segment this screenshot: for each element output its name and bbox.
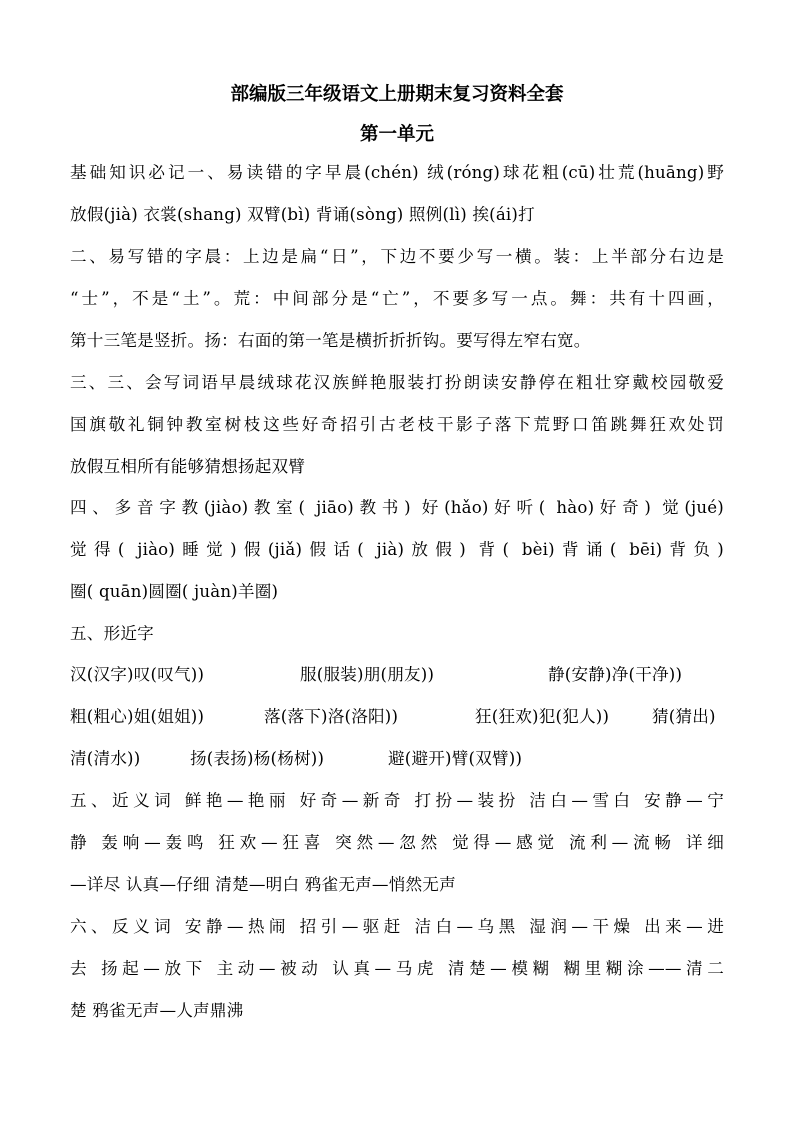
vocab-line-1: 三、三、会写词语早晨绒球花汉族鲜艳服装打扮朗读安静停在粗壮穿戴校园敬爱 bbox=[70, 373, 724, 392]
similar-chars-pair: 避(避开)臂(双臂)) bbox=[388, 749, 523, 768]
miswritten-chars-line-2: “士”，不是“土”。荒：中间部分是“亡”，不要多写一点。舞：共有十四画， bbox=[70, 289, 724, 308]
antonyms-line-2: 去 扬起—放下 主动—被动 认真—马虎 清楚—模糊 糊里糊涂——清二 bbox=[70, 959, 724, 978]
similar-chars-pair: 狂(狂欢)犯(犯人)) bbox=[475, 707, 610, 726]
antonyms-line-3: 楚 鸦雀无声—人声鼎沸 bbox=[70, 1001, 244, 1020]
unit-title: 第一单元 bbox=[359, 124, 434, 145]
similar-chars-pair: 扬(表扬)杨(杨树)) bbox=[190, 749, 325, 768]
polyphonic-line-2: 觉得( jiào)睡觉)假(jiǎ)假话( jià)放假) 背( bèi)背诵( bēi)背负) bbox=[70, 540, 724, 559]
document-title: 部编版三年级语文上册期末复习资料全套 bbox=[230, 84, 564, 105]
misread-chars-line-2: 放假(jià) 衣裳(shang) 双臂(bì) 背诵(sòng) 照例(lì) 挨(ái)打 bbox=[70, 205, 535, 224]
vocab-line-2: 国旗敬礼铜钟教室树枝这些好奇招引古老枝干影子落下荒野口笛跳舞狂欢处罚 bbox=[70, 415, 724, 434]
similar-chars-row-2 bbox=[70, 706, 724, 728]
vocab-line-3: 放假互相所有能够猜想扬起双臂 bbox=[70, 457, 306, 476]
synonyms-line-3: —详尽 认真—仔细 清楚—明白 鸦雀无声—悄然无声 bbox=[70, 875, 456, 894]
synonyms-line-1: 五、近义词 鲜艳—艳丽 好奇—新奇 打扮—装扮 洁白—雪白 安静—宁 bbox=[70, 791, 725, 810]
similar-chars-pair: 粗(粗心)姐(姐姐)) bbox=[70, 707, 205, 726]
polyphonic-line-3: 圈( quān)圆圈( juàn)羊圈) bbox=[70, 582, 279, 601]
similar-chars-pair: 静(安静)净(干净)) bbox=[548, 665, 683, 684]
miswritten-chars-line-3: 第十三笔是竖折。扬：右面的第一笔是横折折折钩。要写得左窄右宽。 bbox=[70, 331, 591, 350]
antonyms-line-1: 六、反义词 安静—热闹 招引—驱赶 洁白—乌黑 湿润—干燥 出来—进 bbox=[70, 917, 725, 936]
similar-chars-pair: 猜(猜出) bbox=[652, 707, 716, 726]
similar-chars-pair: 落(落下)洛(洛阳)) bbox=[264, 707, 399, 726]
polyphonic-line-1: 四、多音字教(jiào)教室( jiāo)教书) 好(hǎo)好听( hào)好奇) 觉(jué) bbox=[70, 498, 724, 517]
misread-chars-line-1: 基础知识必记一、易读错的字早晨(chén) 绒(róng)球花粗(cū)壮荒(huāng)野 bbox=[70, 163, 724, 182]
similar-chars-pair: 清(清水)) bbox=[70, 749, 141, 768]
synonyms-line-2: 静 轰响—轰鸣 狂欢—狂喜 突然—忽然 觉得—感觉 流利—流畅 详细 bbox=[70, 833, 724, 852]
similar-chars-pair: 汉(汉字)叹(叹气)) bbox=[70, 665, 205, 684]
similar-chars-row-3 bbox=[70, 748, 724, 770]
similar-chars-heading: 五、形近字 bbox=[70, 624, 154, 643]
miswritten-chars-line-1: 二、易写错的字晨：上边是扁“日”，下边不要少写一横。装：上半部分右边是 bbox=[70, 247, 724, 266]
similar-chars-pair: 服(服装)朋(朋友)) bbox=[300, 665, 435, 684]
similar-chars-row-1 bbox=[70, 664, 724, 686]
